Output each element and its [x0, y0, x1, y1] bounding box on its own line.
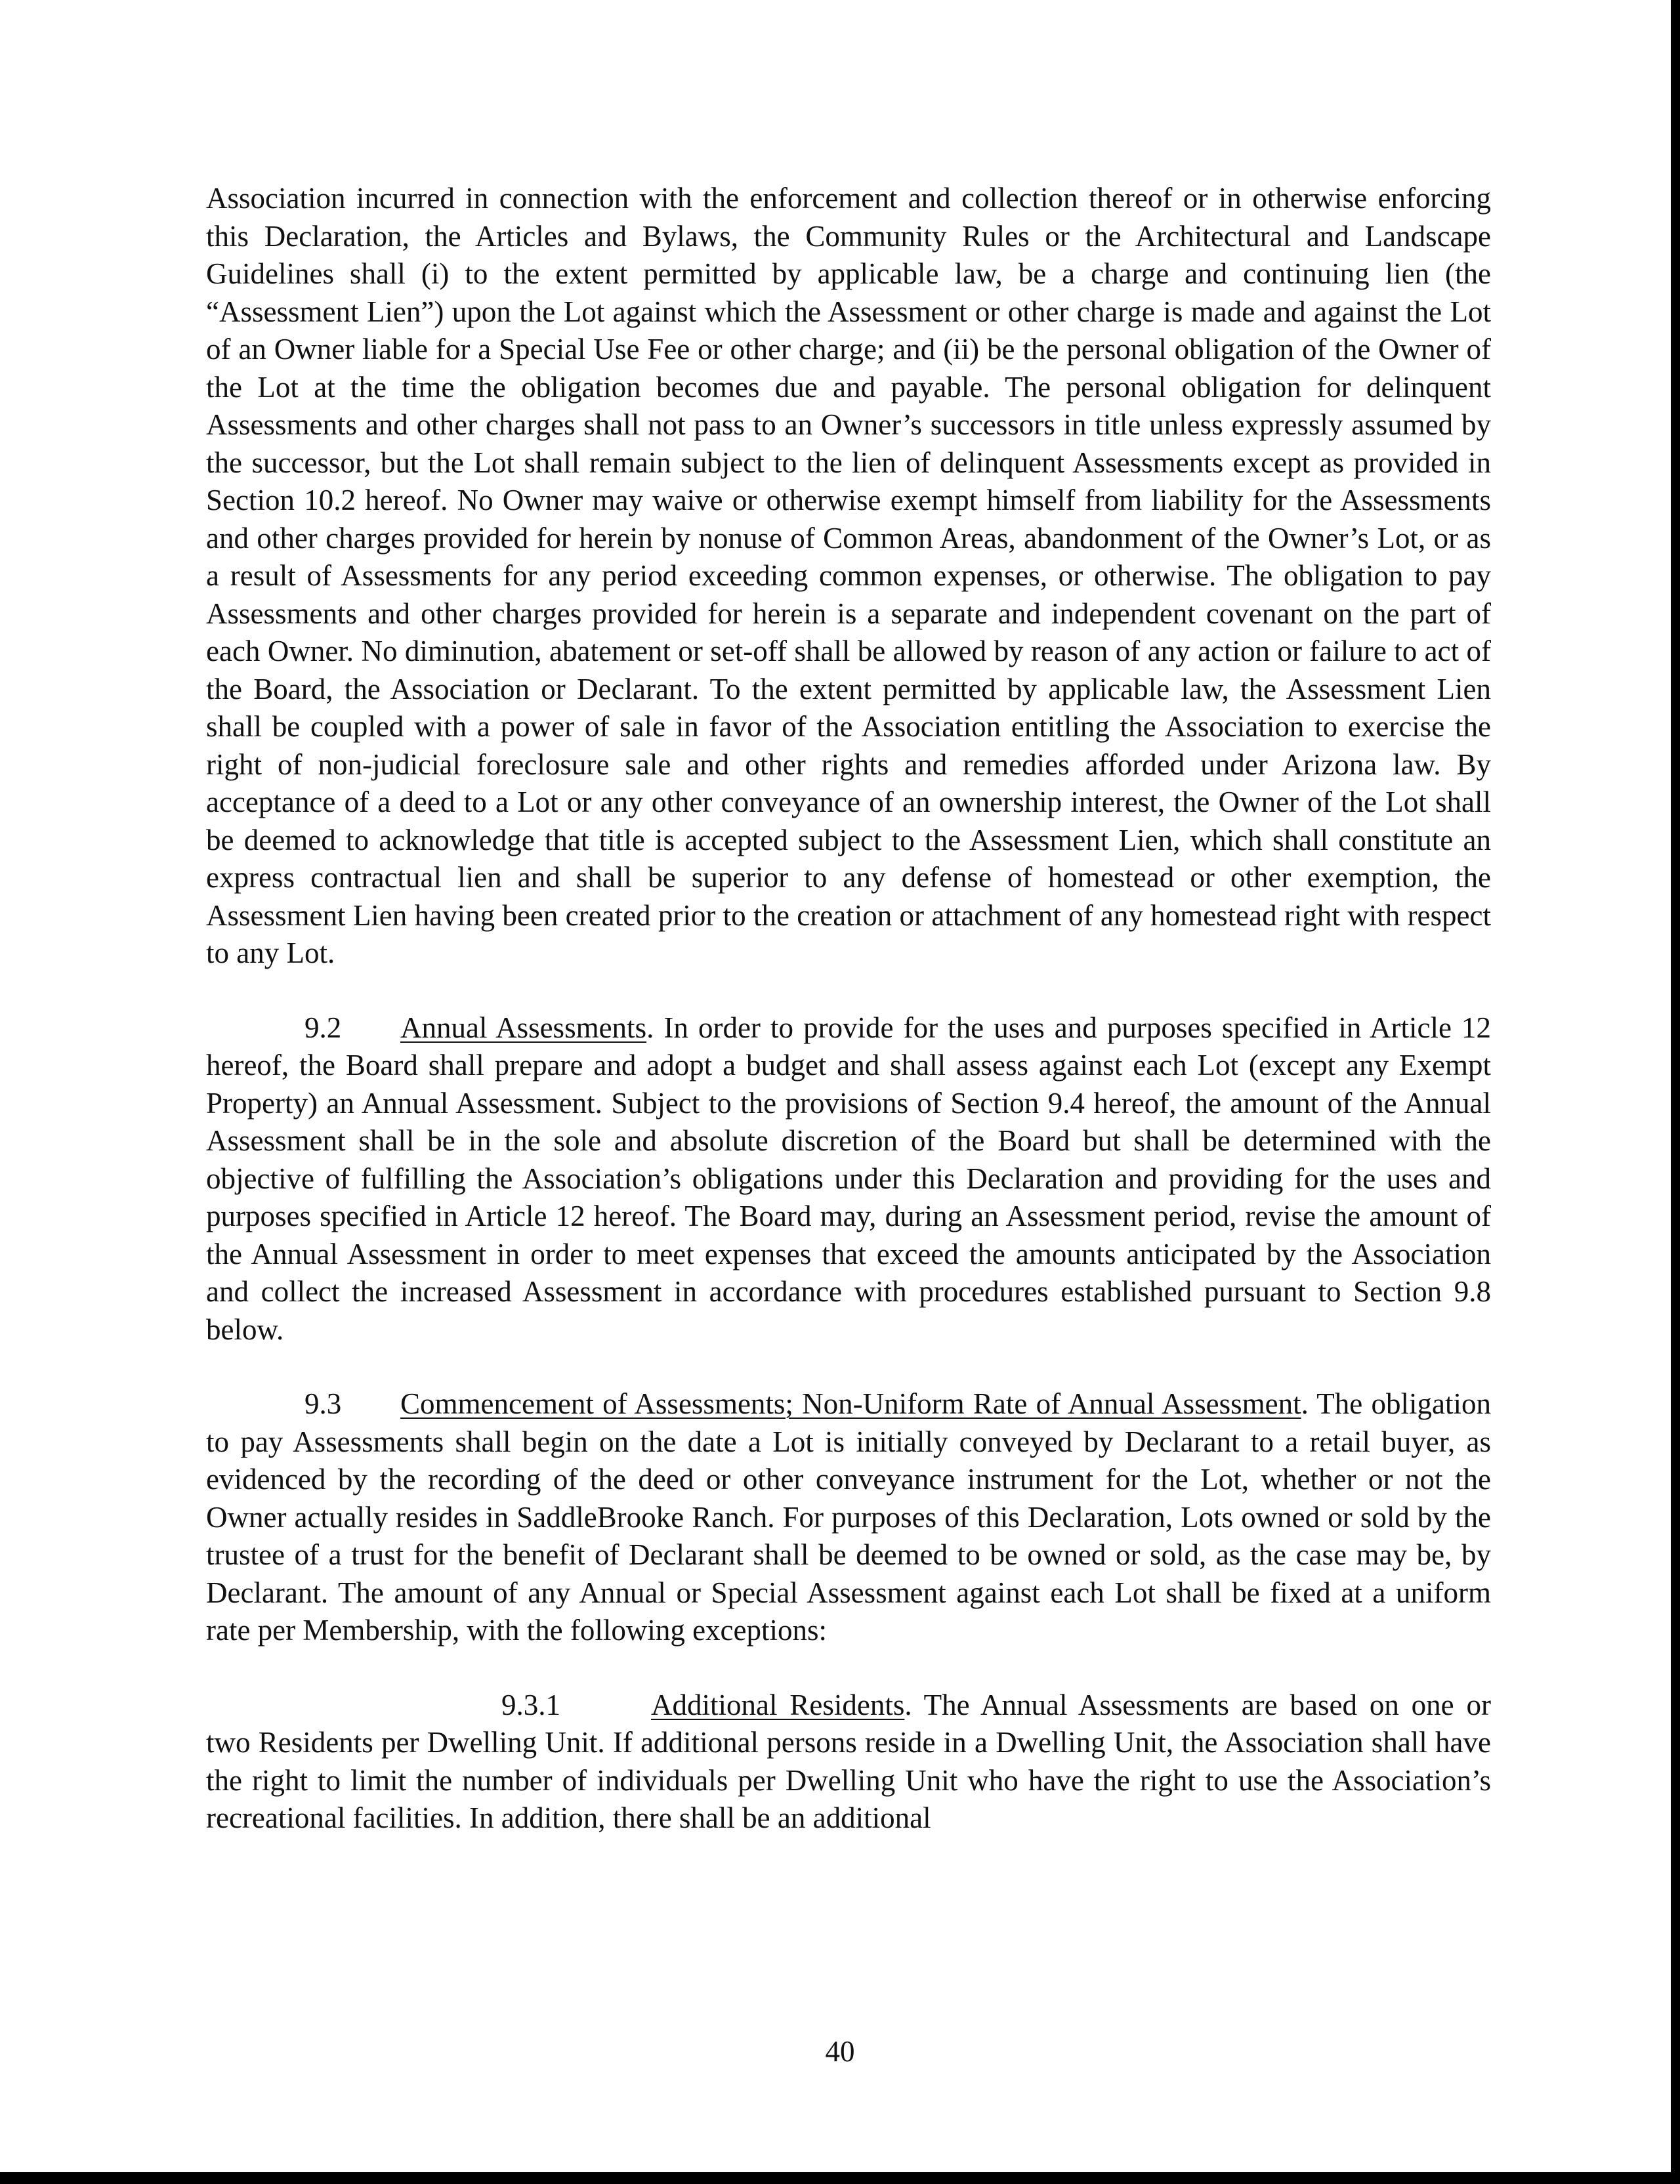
- section-9-3-body: . The obligation to pay Assessments shall begin on the date a Lot is initially conveyed by Declarant to a retail buyer, as evidenced by the recording of the deed or other conveyance instrument for the Lot, whether or not the Owner actually resides in SaddleBrooke Ranch. For purposes of this Declaration, Lots owned or sold by the trustee of a trust for the benefit of Declarant shall be deemed to be owned or sold, as the case may be, by Declarant. The amount of any Annual or Special Assessment against each Lot shall be fixed at a uniform rate per Membership, with the following exceptions:: [206, 1387, 1491, 1647]
- section-9-2-body: . In order to provide for the uses and purposes specified in Article 12 hereof, the Board shall prepare and adopt a budget and shall assess against each Lot (except any Exempt Property) an Annual Assessment. Subject to the provisions of Section 9.4 hereof, the amount of the Annual Assessment shall be in the sole and absolute discretion of the Board but shall be determined with the objective of fulfilling the Association’s obligations under this Declaration and providing for the uses and purposes specified in Article 12 hereof. The Board may, during an Assessment period, revise the amount of the Annual Assessment in order to meet expenses that exceed the amounts anticipated by the Association and collect the increased Assessment in accordance with procedures established pursuant to Section 9.8 below.: [206, 1011, 1491, 1346]
- page-number: 40: [825, 2035, 855, 2068]
- section-9-3-number: 9.3: [304, 1387, 342, 1420]
- section-9-3-1: [206, 1687, 1491, 1838]
- section-9-2-number: 9.2: [304, 1011, 342, 1044]
- section-9-3-1-heading: Additional Residents: [651, 1688, 905, 1721]
- section-9-3: [206, 1385, 1491, 1650]
- section-9-2-heading: Annual Assessments: [400, 1011, 647, 1044]
- paragraph-1-text: Association incurred in connection with the enforcement and collection thereof or in otherwise enforcing this Declaration, the Articles and Bylaws, the Community Rules or the Architectural and Landscape Guidelines shall (i) to the extent permitted by applicable law, be a charge and continuing lien (the “Assessment Lien”) upon the Lot against which the Assessment or other charge is made and against the Lot of an Owner liable for a Special Use Fee or other charge; and (ii) be the personal obligation of the Owner of the Lot at the time the obligation becomes due and payable. The personal obligation for delinquent Assessments and other charges shall not pass to an Owner’s successors in title unless expressly assumed by the successor, but the Lot shall remain subject to the lien of delinquent Assessments except as provided in Section 10.2 hereof. No Owner may waive or otherwise exempt himself from liability for the Assessments and other charges provided for herein by nonuse of Common Areas, abandonment of the Owner’s Lot, or as a result of Assessments for any period exceeding common expenses, or otherwise. The obligation to pay Assessments and other charges provided for herein is a separate and independent covenant on the part of each Owner. No diminution, abatement or set-off shall be allowed by reason of any action or failure to act of the Board, the Association or Declarant. To the extent permitted by applicable law, the Assessment Lien shall be coupled with a power of sale in favor of the Association entitling the Association to exercise the right of non-judicial foreclosure sale and other rights and remedies afforded under Arizona law. By acceptance of a deed to a Lot or any other conveyance of an ownership interest, the Owner of the Lot shall be deemed to acknowledge that title is accepted subject to the Assessment Lien, which shall constitute an express contractual lien and shall be superior to any defense of homestead or other exemption, the Assessment Lien having been created prior to the creation or attachment of any homestead right with respect to any Lot.: [206, 182, 1491, 969]
- document-body: [206, 180, 1491, 1838]
- section-9-3-heading: Commencement of Assessments; Non-Uniform Rate of Annual Assessment: [400, 1387, 1301, 1420]
- section-9-2: [206, 1009, 1491, 1349]
- section-9-3-1-body: . The Annual Assessments are based on one or two Residents per Dwelling Unit. If additional persons reside in a Dwelling Unit, the Association shall have the right to limit the number of individuals per Dwelling Unit who have the right to use the Association’s recreational facilities. In addition, there shall be an additional: [206, 1688, 1491, 1834]
- section-9-3-1-number: 9.3.1: [501, 1688, 560, 1721]
- paragraph-continuation: [206, 180, 1491, 973]
